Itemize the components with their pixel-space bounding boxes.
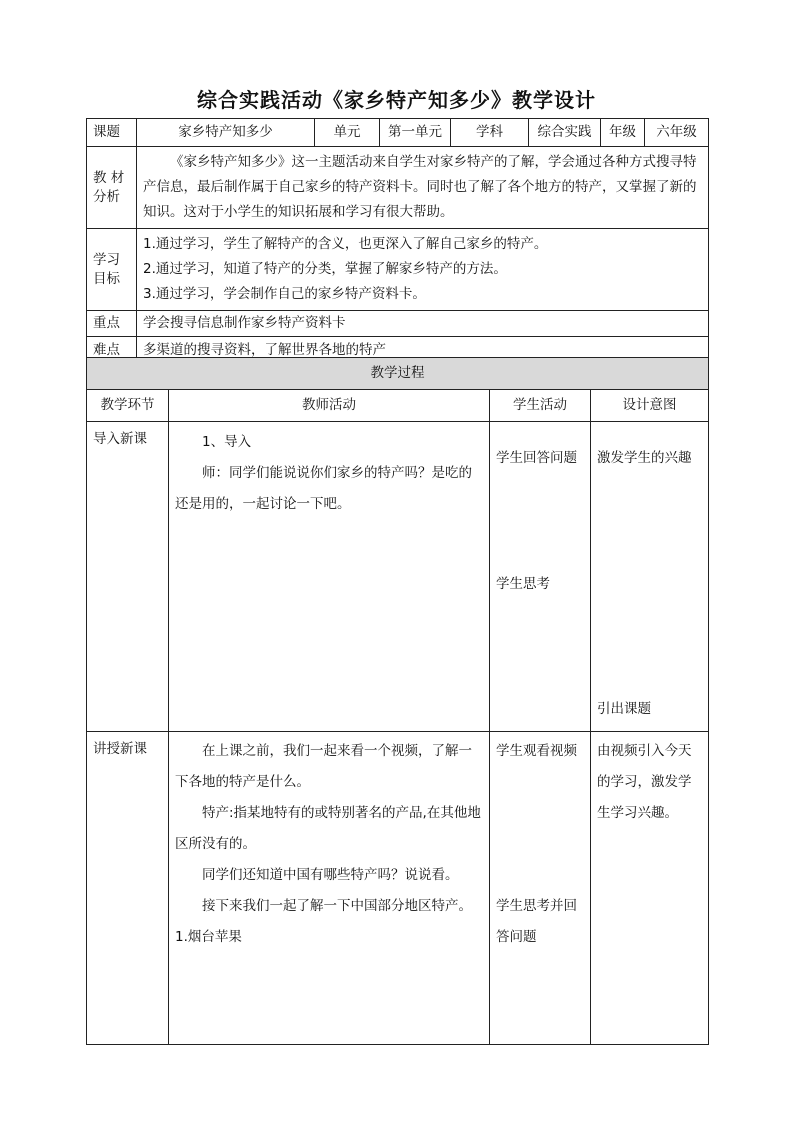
design-intent-text: 激发学生的兴趣	[597, 450, 692, 466]
topic-value: 家乡特产知多少	[137, 119, 315, 147]
goal-item: 1.通过学习，学生了解特产的含义，也更深入了解自己家乡的特产。	[143, 236, 548, 252]
teacher-paragraph: 1、导入	[202, 434, 252, 450]
column-header-intent: 设计意图	[591, 390, 709, 422]
column-header-student: 学生活动	[490, 390, 591, 422]
subject-value: 综合实践	[529, 119, 601, 147]
student-activity-text: 学生思考并回答问题	[496, 898, 577, 945]
student-activity-cell	[490, 732, 591, 1045]
design-intent-cell	[591, 732, 709, 1045]
design-intent-cell	[591, 422, 709, 732]
difficulty-label: 难点	[87, 337, 137, 364]
document-title: 综合实践活动《家乡特产知多少》教学设计	[197, 88, 596, 112]
unit-value: 第一单元	[380, 119, 451, 147]
goals-label-line2: 目标	[93, 270, 120, 287]
process-table	[86, 357, 709, 1045]
teacher-activity-cell	[169, 422, 490, 732]
analysis-label	[87, 147, 137, 229]
grade-value: 六年级	[645, 119, 709, 147]
goals-label-line1: 学习	[93, 251, 120, 268]
topic-label: 课题	[87, 119, 137, 147]
student-activity-text: 学生回答问题	[496, 450, 577, 466]
teacher-paragraph: 特产:指某地特有的或特别著名的产品,在其他地区所没有的。	[175, 805, 481, 852]
student-activity-text: 学生思考	[496, 576, 550, 592]
grade-label: 年级	[601, 119, 645, 147]
analysis-label-line2: 分析	[93, 188, 120, 205]
analysis-text: 《家乡特产知多少》这一主题活动来自学生对家乡特产的了解，学会通过各种方式搜寻特产信息，最后制作属于自己家乡的特产资料卡。同时也了解了各个地方的特产，又掌握了新的知识。这对于小学生的知识拓展和学习有很大帮助。	[137, 147, 709, 229]
column-header-stage: 教学环节	[87, 390, 169, 422]
student-activity-text: 学生观看视频	[496, 743, 577, 759]
analysis-label-line1: 教 材	[93, 169, 125, 186]
teacher-paragraph: 在上课之前，我们一起来看一个视频，了解一下各地的特产是什么。	[175, 743, 472, 790]
teacher-paragraph: 1.烟台苹果	[175, 929, 242, 945]
key-point-label: 重点	[87, 311, 137, 337]
design-intent-text: 由视频引入今天的学习，激发学生学习兴趣。	[597, 743, 692, 821]
goals-label	[87, 229, 137, 311]
teacher-activity-cell	[169, 732, 490, 1045]
difficulty-text: 多渠道的搜寻资料，了解世界各地的特产	[137, 337, 709, 364]
stage-cell: 讲授新课	[87, 732, 169, 1045]
subject-label: 学科	[451, 119, 529, 147]
column-header-teacher: 教师活动	[169, 390, 490, 422]
key-point-text: 学会搜寻信息制作家乡特产资料卡	[137, 311, 709, 337]
stage-cell: 导入新课	[87, 422, 169, 732]
student-activity-cell	[490, 422, 591, 732]
teacher-paragraph: 接下来我们一起了解一下中国部分地区特产。	[202, 898, 472, 914]
teacher-paragraph: 师：同学们能说说你们家乡的特产吗？是吃的还是用的，一起讨论一下吧。	[175, 465, 472, 512]
goals-list	[137, 229, 709, 311]
teacher-paragraph: 同学们还知道中国有哪些特产吗？说说看。	[202, 867, 459, 883]
process-header: 教学过程	[87, 358, 709, 390]
goal-item: 2.通过学习，知道了特产的分类，掌握了解家乡特产的方法。	[143, 261, 507, 277]
goal-item: 3.通过学习，学会制作自己的家乡特产资料卡。	[143, 286, 426, 302]
design-intent-text: 引出课题	[597, 701, 651, 717]
unit-label: 单元	[315, 119, 380, 147]
info-table	[86, 118, 709, 364]
